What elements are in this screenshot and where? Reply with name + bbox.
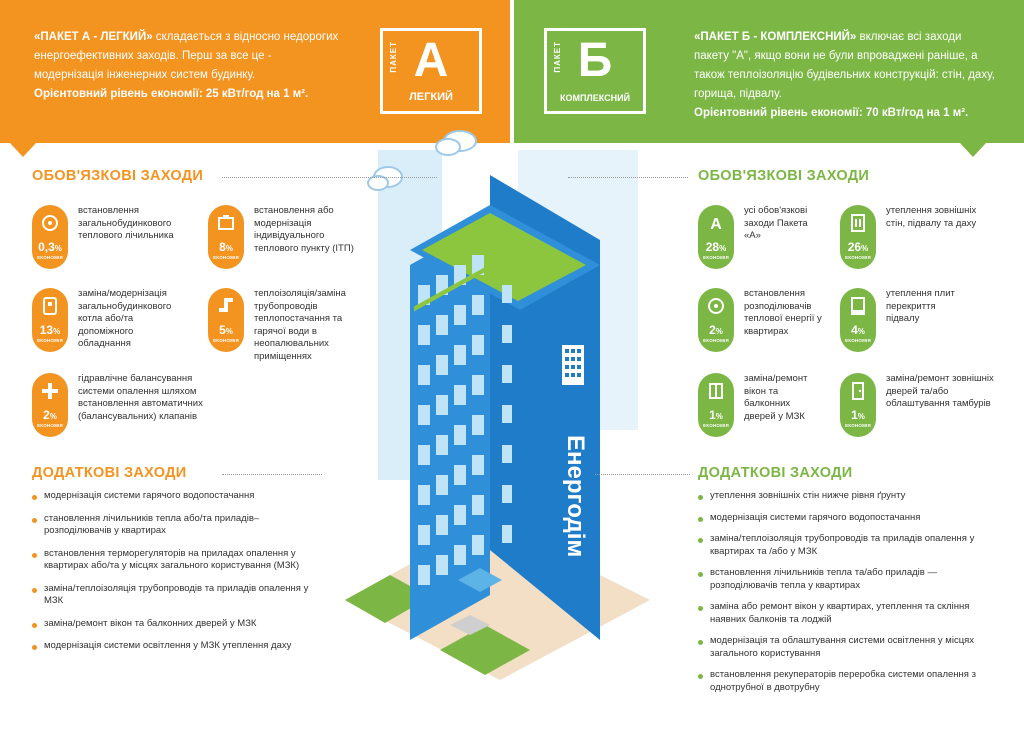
pipe-icon bbox=[216, 296, 236, 316]
boiler-icon bbox=[40, 296, 60, 316]
list-item: заміна/теплоізоляція трубопроводів та приладів опалення у квартирах та /або у МЗК bbox=[698, 533, 993, 558]
right-mandatory-title: ОБОВ'ЯЗКОВІ ЗАХОДИ bbox=[698, 168, 870, 184]
right-additional-list bbox=[698, 490, 993, 694]
list-item: модернізація системи гарячого водопостачання bbox=[698, 512, 993, 525]
left-additional-list bbox=[32, 490, 317, 653]
wall-insulation-icon bbox=[848, 213, 868, 233]
heat-point-icon bbox=[216, 213, 236, 233]
left-mandatory-title: ОБОВ'ЯЗКОВІ ЗАХОДИ bbox=[32, 168, 204, 184]
list-item: встановлення рекуператорів переробка системи опалення з однотрубної в двотрубну bbox=[698, 669, 993, 694]
meter-icon bbox=[706, 296, 726, 316]
package-b-notch bbox=[960, 143, 986, 157]
package-a-icon bbox=[706, 213, 726, 233]
meter-icon bbox=[40, 213, 60, 233]
list-item: заміна або ремонт вікон у квартирах, утеплення та скління наявних балконів та лоджій bbox=[698, 601, 993, 626]
package-a-notch bbox=[10, 143, 36, 157]
right-additional-title: ДОДАТКОВІ ЗАХОДИ bbox=[698, 465, 853, 481]
package-a-badge: ПАКЕТ А ЛЕГКИЙ bbox=[380, 28, 482, 114]
list-item: становлення лічильників тепла або/та приладів–розподілювачів у квартирах bbox=[32, 513, 317, 538]
svg-text:A: A bbox=[710, 216, 722, 233]
list-item: утеплення зовнішніх стін нижче рівня ґрунту bbox=[698, 490, 993, 503]
package-b-description: «ПАКЕТ Б - КОМПЛЕКСНИЙ» включає всі заходи пакету "А", якщо вони не були впроваджені раніше, а також теплоізоляцію будівельних конструкцій: стін, даху, горища, підвалу. Орієнтовний рівень економії: 70 кВт/год на 1 м². bbox=[694, 31, 995, 119]
door-icon bbox=[848, 381, 868, 401]
right-additional-line bbox=[595, 474, 690, 476]
list-item: заміна/теплоізоляція трубопроводів та приладів опалення у МЗК bbox=[32, 583, 317, 608]
left-additional-title: ДОДАТКОВІ ЗАХОДИ bbox=[32, 465, 187, 481]
package-b-badge: ПАКЕТ Б КОМПЛЕКСНИЙ bbox=[544, 28, 646, 114]
package-a-description: «ПАКЕТ А - ЛЕГКИЙ» складається з відносно недорогих енергоефективних заходів. Перш за все це - модернізація інженерних систем будинку. Орієнтовний рівень економії: 25 кВт/год на 1 м². bbox=[34, 31, 339, 100]
left-additional-line bbox=[222, 474, 322, 476]
list-item: модернізація та облаштування системи освітлення у місцях загального користування bbox=[698, 635, 993, 660]
list-item: встановлення лічильників тепла та/або приладів — розподілювачів тепла у квартирах bbox=[698, 567, 993, 592]
package-a-savings: Орієнтовний рівень економії: 25 кВт/год на 1 м². bbox=[34, 88, 309, 100]
window-icon bbox=[706, 381, 726, 401]
left-mandatory-line bbox=[222, 177, 437, 179]
list-item: заміна/ремонт вікон та балконних дверей у МЗК bbox=[32, 618, 317, 631]
building-label: Енергодім bbox=[562, 435, 589, 558]
list-item: модернізація системи гарячого водопостачання bbox=[32, 490, 317, 503]
basement-icon bbox=[848, 296, 868, 316]
list-item: встановлення терморегуляторів на приладах опалення у квартирах або/та у місцях загального користування (МЗК) bbox=[32, 548, 317, 573]
right-mandatory-line bbox=[568, 177, 688, 179]
valve-icon bbox=[40, 381, 60, 401]
cloud-icon bbox=[436, 131, 476, 155]
package-b-savings: Орієнтовний рівень економії: 70 кВт/год на 1 м². bbox=[694, 107, 969, 119]
list-item: модернізація системи освітлення у МЗК утеплення даху bbox=[32, 640, 317, 653]
building-illustration bbox=[330, 125, 660, 680]
